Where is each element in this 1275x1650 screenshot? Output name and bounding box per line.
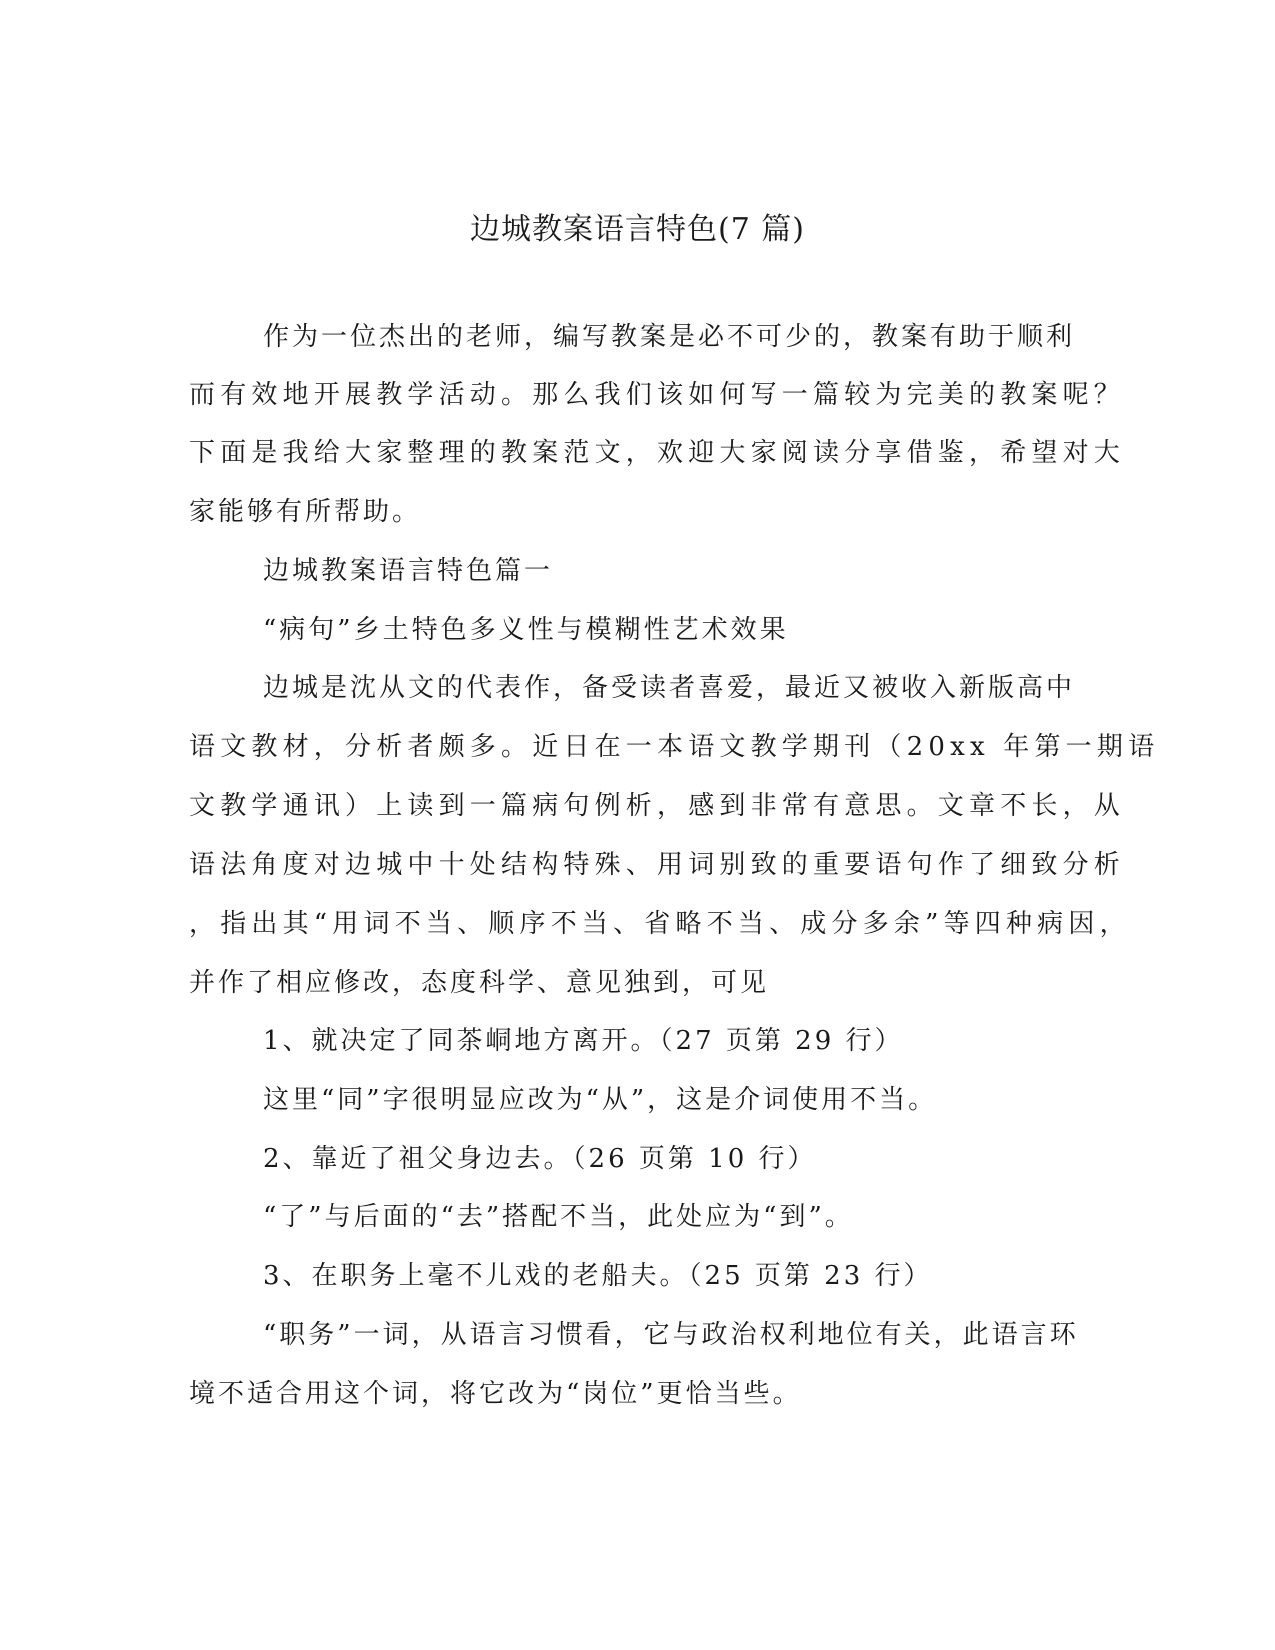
paragraph-line: 家能够有所帮助。: [189, 497, 422, 527]
example-note: “职务”一词，从语言习惯看，它与政治权利地位有关，此语言环: [263, 1320, 1079, 1350]
example-note: 这里“同”字很明显应改为“从”，这是介词使用不当。: [263, 1085, 938, 1115]
paragraph-line: 作为一位杰出的老师，编写教案是必不可少的，教案有助于顺利: [263, 322, 1076, 352]
example-note: “了”与后面的“去”搭配不当，此处应为“到”。: [263, 1202, 854, 1232]
paragraph-line: 下面是我给大家整理的教案范文，欢迎大家阅读分享借鉴，希望对大: [189, 438, 1126, 468]
paragraph-line: 语法角度对边城中十处结构特殊、用词别致的重要语句作了细致分析: [189, 850, 1126, 880]
example-item: 1、就决定了同茶峒地方离开。（27 页第 29 行）: [263, 1026, 904, 1056]
example-note: 境不适合用这个词，将它改为“岗位”更恰当些。: [189, 1379, 802, 1409]
paragraph-line: 语文教材，分析者颇多。近日在一本语文教学期刊（20xx 年第一期语: [189, 732, 1160, 762]
example-item: 3、在职务上毫不儿戏的老船夫。（25 页第 23 行）: [263, 1261, 933, 1291]
document-title: 边城教案语言特色(7 篇): [469, 212, 806, 247]
paragraph-line: ，指出其“用词不当、顺序不当、省略不当、成分多余”等四种病因，: [189, 909, 1131, 939]
example-item: 2、靠近了祖父身边去。（26 页第 10 行）: [263, 1144, 817, 1174]
section-heading: 边城教案语言特色篇一: [263, 556, 554, 586]
paragraph-line: 文教学通讯）上读到一篇病句例析，感到非常有意思。文章不长，从: [189, 791, 1126, 821]
paragraph-line: 并作了相应修改，态度科学、意见独到，可见: [189, 968, 770, 998]
paragraph-line: 而有效地开展教学活动。那么我们该如何写一篇较为完美的教案呢？: [189, 380, 1126, 410]
section-subheading: “病句”乡土特色多义性与模糊性艺术效果: [263, 615, 789, 645]
paragraph-line: 边城是沈从文的代表作，备受读者喜爱，最近又被收入新版高中: [263, 673, 1076, 703]
